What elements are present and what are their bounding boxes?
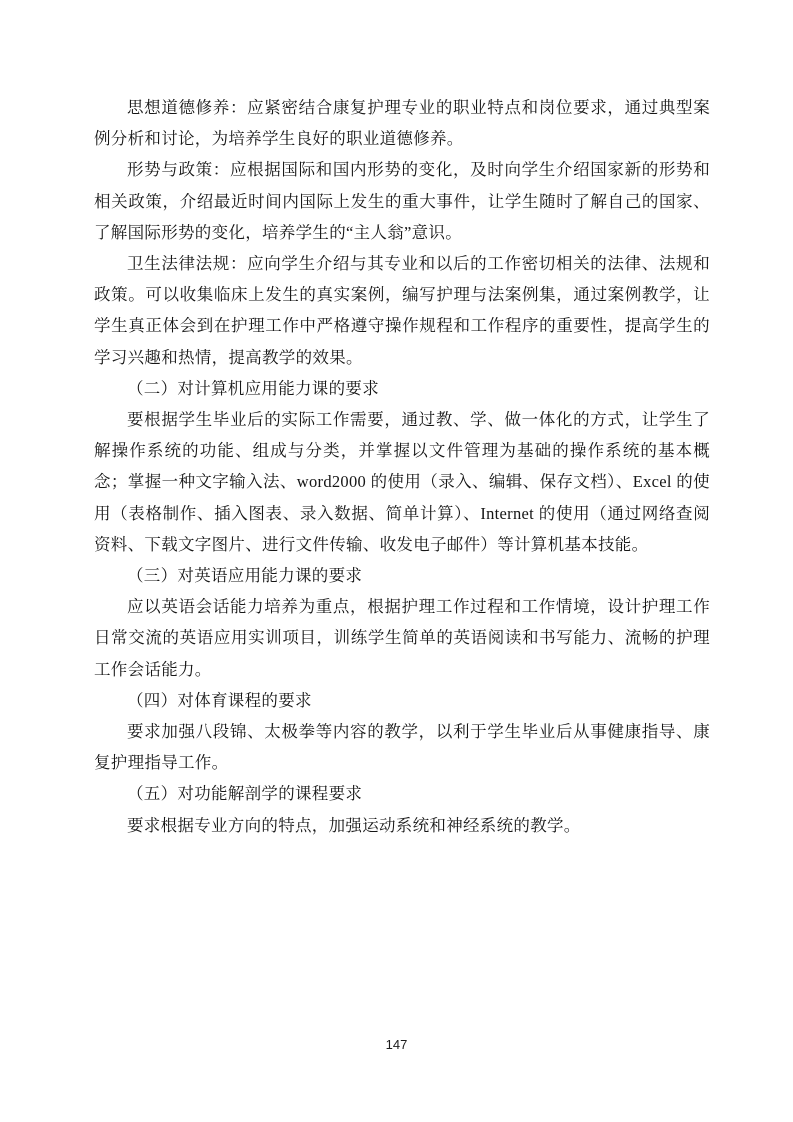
paragraph-english-detail: 应以英语会话能力培养为重点，根据护理工作过程和工作情境，设计护理工作日常交流的英语应用实训项目，训练学生简单的英语阅读和书写能力、流畅的护理工作会话能力。	[94, 597, 710, 679]
paragraph-pe-detail: 要求加强八段锦、太极拳等内容的教学，以利于学生毕业后从事健康指导、康复护理指导工作。	[94, 722, 710, 773]
heading-english-requirements: （三）对英语应用能力课的要求	[127, 566, 363, 586]
paragraph-ideological-moral: 思想道德修养：应紧密结合康复护理专业的职业特点和岗位要求，通过典型案例分析和讨论，为培养学生良好的职业道德修养。	[94, 98, 710, 149]
paragraph-situation-policy: 形势与政策：应根据国际和国内形势的变化，及时向学生介绍国家新的形势和相关政策，介绍最近时间内国际上发生的重大事件，让学生随时了解自己的国家、了解国际形势的变化，培养学生的“主人翁”意识。	[94, 160, 710, 242]
heading-pe-requirements: （四）对体育课程的要求	[127, 690, 312, 710]
heading-computer-requirements: （二）对计算机应用能力课的要求	[127, 378, 379, 398]
paragraph-computer-detail: 要根据学生毕业后的实际工作需要，通过教、学、做一体化的方式，让学生了解操作系统的功能、组成与分类，并掌握以文件管理为基础的操作系统的基本概念；掌握一种文字输入法、word2000 的使用（录入、编辑、保存文档）、Excel 的使用（表格制作、插入图表、录入数据、简单计算）、Internet 的使用（通过网络查阅资料、下载文字图片、进行文件传输、收发电子邮件）等计算机基本技能。	[94, 410, 710, 554]
paragraph-anatomy-detail: 要求根据专业方向的特点，加强运动系统和神经系统的教学。	[127, 815, 581, 835]
paragraph-health-law: 卫生法律法规：应向学生介绍与其专业和以后的工作密切相关的法律、法规和政策。可以收集临床上发生的真实案例，编写护理与法案例集，通过案例教学，让学生真正体会到在护理工作中严格遵守操作规程和工作程序的重要性，提高学生的学习兴趣和热情，提高教学的效果。	[94, 254, 710, 367]
page-number: 147	[385, 1037, 408, 1052]
document-body	[94, 92, 710, 841]
heading-anatomy-requirements: （五）对功能解剖学的课程要求	[127, 784, 363, 804]
